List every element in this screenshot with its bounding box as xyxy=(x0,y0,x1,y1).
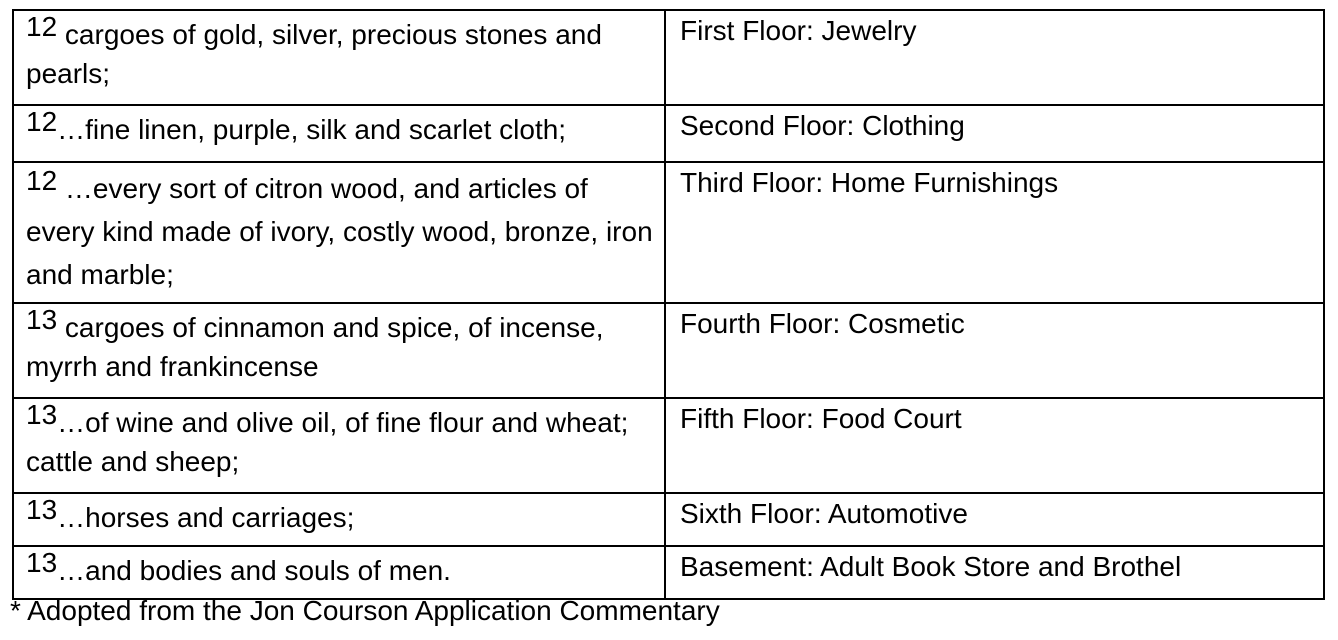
verse-text: …horses and carriages; xyxy=(57,502,355,533)
floor-cell: Basement: Adult Book Store and Brothel xyxy=(665,546,1324,599)
verse-text: …every sort of citron wood, and articles of every kind made of ivory, costly wood, bronze, iron and marble; xyxy=(26,173,653,290)
verse-number: 12 xyxy=(26,165,58,196)
verse-cell xyxy=(13,162,665,303)
verse-cell xyxy=(13,303,665,398)
verse-cell xyxy=(13,398,665,493)
comparison-table xyxy=(12,9,1325,600)
verse-text: cargoes of gold, silver, precious stones and pearls; xyxy=(26,19,602,89)
floor-cell: Sixth Floor: Automotive xyxy=(665,493,1324,546)
floor-cell: Third Floor: Home Furnishings xyxy=(665,162,1324,303)
table-row xyxy=(13,162,1324,303)
footnote: * Adopted from the Jon Courson Application Commentary xyxy=(10,595,720,626)
verse-cell xyxy=(13,105,665,162)
floor-cell: First Floor: Jewelry xyxy=(665,10,1324,105)
floor-cell: Fourth Floor: Cosmetic xyxy=(665,303,1324,398)
floor-cell: Second Floor: Clothing xyxy=(665,105,1324,162)
table-row xyxy=(13,105,1324,162)
table-row xyxy=(13,398,1324,493)
verse-number: 13 xyxy=(26,399,58,430)
verse-cell xyxy=(13,546,665,599)
verse-cell xyxy=(13,10,665,105)
verse-text: …of wine and olive oil, of fine flour and wheat; cattle and sheep; xyxy=(26,407,629,477)
verse-text: …and bodies and souls of men. xyxy=(57,555,451,586)
verse-number: 12 xyxy=(26,11,58,42)
table-row xyxy=(13,303,1324,398)
verse-number: 13 xyxy=(26,494,58,525)
table-row xyxy=(13,546,1324,599)
floor-cell: Fifth Floor: Food Court xyxy=(665,398,1324,493)
table-row xyxy=(13,10,1324,105)
verse-cell xyxy=(13,493,665,546)
verse-text: cargoes of cinnamon and spice, of incense, myrrh and frankincense xyxy=(26,312,604,382)
table-row xyxy=(13,493,1324,546)
verse-number: 13 xyxy=(26,304,58,335)
verse-text: …fine linen, purple, silk and scarlet cloth; xyxy=(57,114,567,145)
verse-number: 12 xyxy=(26,106,58,137)
verse-number: 13 xyxy=(26,547,58,578)
